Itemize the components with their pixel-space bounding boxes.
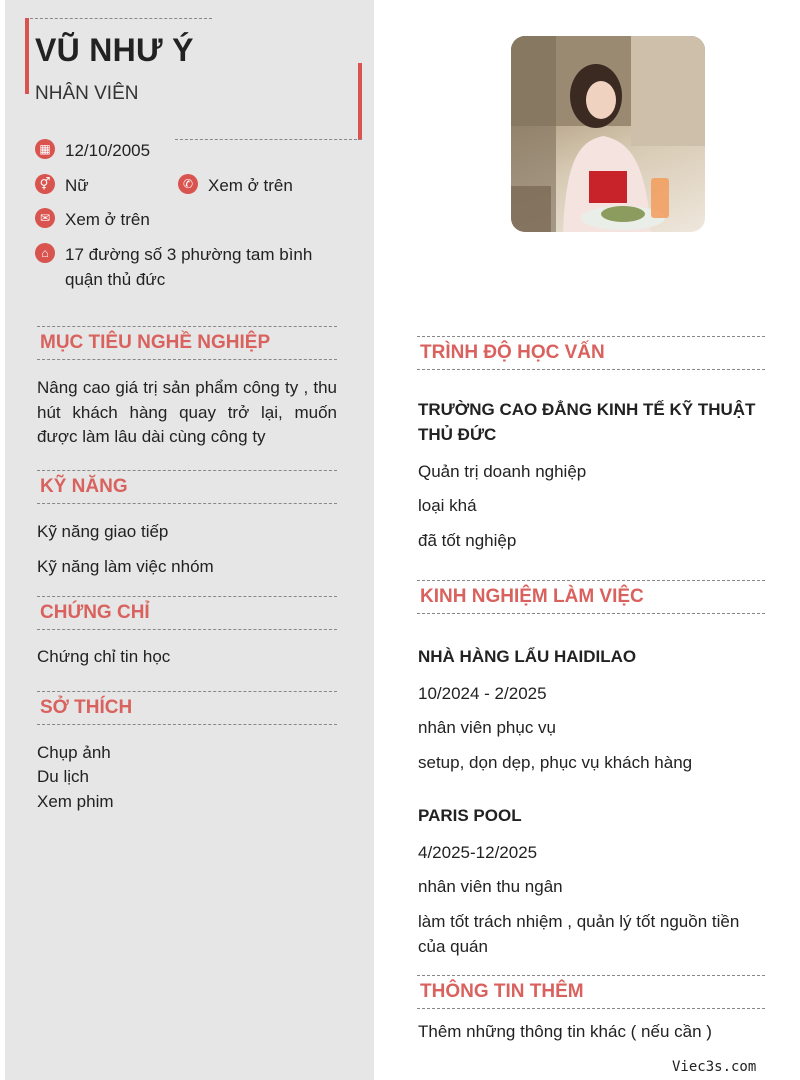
- address-line-2: quận thủ đức: [65, 270, 166, 289]
- job-role: nhân viên thu ngân: [418, 877, 563, 896]
- name-accent-bar-left: [25, 18, 29, 94]
- skill-item: Kỹ năng giao tiếp: [37, 522, 169, 541]
- candidate-name: VŨ NHƯ Ý: [35, 32, 194, 68]
- extra-heading: THÔNG TIN THÊM: [417, 975, 765, 1009]
- mail-icon: ✉: [35, 208, 55, 228]
- job-description: setup, dọn dẹp, phục vụ khách hàng: [418, 753, 693, 772]
- name-bottom-divider: [175, 139, 362, 140]
- skill-item: Kỹ năng làm việc nhóm: [37, 557, 214, 576]
- home-icon: ⌂: [35, 243, 55, 263]
- job-company: PARIS POOL: [418, 806, 522, 825]
- objective-heading: MỤC TIÊU NGHỀ NGHIỆP: [37, 326, 337, 360]
- education-grade: loại khá: [418, 496, 477, 515]
- education-major: Quản trị doanh nghiệp: [418, 462, 587, 481]
- extra-text: Thêm những thông tin khác ( nếu cần ): [418, 1022, 712, 1041]
- job-role: nhân viên phục vụ: [418, 718, 556, 737]
- name-accent-bar-right: [358, 63, 362, 140]
- phone-icon: ✆: [178, 174, 198, 194]
- profile-photo: [511, 36, 705, 232]
- experience-heading: KINH NGHIỆM LÀM VIỆC: [417, 580, 765, 614]
- education-school: TRƯỜNG CAO ĐẲNG KINH TẾ KỸ THUẬT THỦ ĐỨC: [418, 400, 756, 444]
- name-block: [25, 18, 362, 140]
- job-period: 10/2024 - 2/2025: [418, 684, 547, 703]
- education-heading: TRÌNH ĐỘ HỌC VẤN: [417, 336, 765, 370]
- certificates-heading: CHỨNG CHỈ: [37, 596, 337, 630]
- hobbies-heading: SỞ THÍCH: [37, 691, 337, 725]
- hobby-item: Chụp ảnh: [37, 743, 111, 762]
- candidate-position: NHÂN VIÊN: [35, 83, 139, 104]
- job-company: NHÀ HÀNG LẨU HAIDILAO: [418, 647, 637, 666]
- profile-photo-illustration: [511, 36, 705, 232]
- education-status: đã tốt nghiệp: [418, 531, 517, 550]
- email: Xem ở trên: [65, 210, 150, 229]
- phone: Xem ở trên: [208, 176, 293, 195]
- objective-text: Nâng cao giá trị sản phẩm công ty , thu hút khách hàng quay trở lại, muốn được làm lâu dài cùng công ty: [37, 378, 337, 446]
- gender-icon: ⚥: [35, 174, 55, 194]
- certificate-item: Chứng chỉ tin học: [37, 647, 171, 666]
- name-top-divider: [25, 18, 212, 19]
- hobby-item: Du lịch: [37, 767, 89, 786]
- job-period: 4/2025-12/2025: [418, 843, 538, 862]
- gender: Nữ: [65, 176, 89, 195]
- address-line-1: 17 đường số 3 phường tam bình: [65, 245, 313, 264]
- job-description: làm tốt trách nhiệm , quản lý tốt nguồn tiền của quán: [418, 912, 740, 956]
- birthday: 12/10/2005: [65, 141, 151, 160]
- skills-heading: KỸ NĂNG: [37, 470, 337, 504]
- calendar-icon: ▦: [35, 139, 55, 159]
- watermark: Viec3s.com: [672, 1059, 757, 1075]
- hobby-item: Xem phim: [37, 792, 114, 811]
